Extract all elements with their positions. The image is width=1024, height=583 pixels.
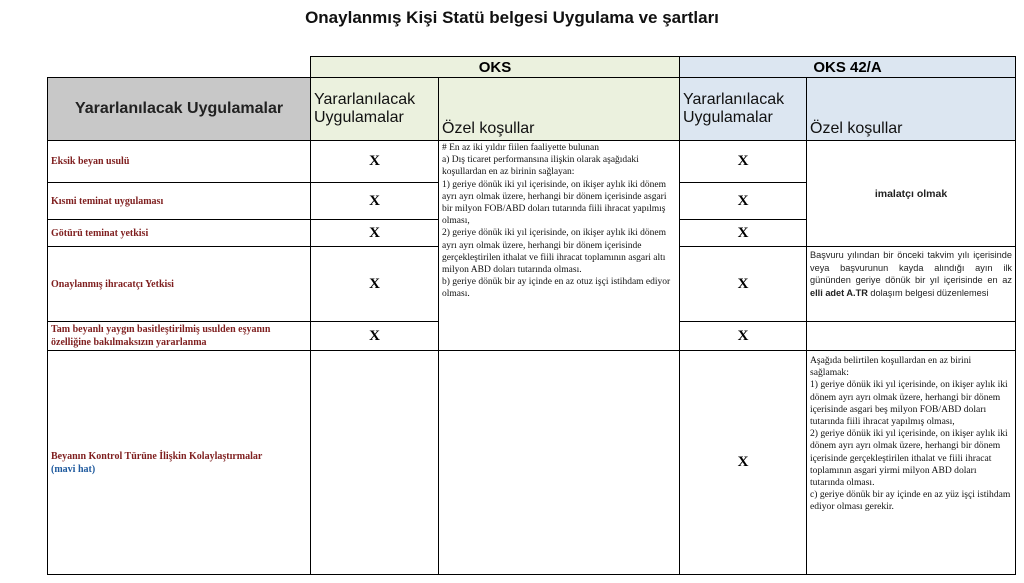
oks42-condition-imalatci: imalatçı olmak (807, 141, 1016, 247)
empty-cell (439, 351, 680, 575)
oks-mark: X (311, 141, 439, 183)
header-oks-conditions: Özel koşullar (439, 78, 680, 141)
empty-corner (48, 57, 311, 78)
oks-mark: X (311, 220, 439, 247)
oks42-mark: X (680, 220, 807, 247)
oks-mark: X (311, 322, 439, 351)
conditions-table (47, 56, 1016, 575)
oks-condition-line: a) Dış ticaret performansına ilişkin olarak aşağıdaki koşullardan en az birinin sağlayan: (442, 155, 639, 178)
oks-condition-line: 1) geriye dönük iki yıl içerisinde, on ikişer aylık iki dönem ayrı ayrı olmak üzere, herhangi bir dönem içerisinde asgari bir milyon FOB/ABD doları tutarında fiili ihracat yapılmış olması, (442, 179, 667, 227)
oks-conditions (439, 141, 680, 351)
oks-condition-line: # En az iki yıldır fiilen faaliyette bulunan (442, 143, 599, 153)
row-label-sub: (mavi hat) (51, 463, 96, 475)
oks42-condition-mavi-hat (807, 351, 1016, 575)
row-label-tam-beyanli: Tam beyanlı yaygın basitleştirilmiş usulden eşyanın özelliğine bakılmaksızın yararlanma (48, 322, 311, 351)
atr-text-pre: Başvuru yılından bir önceki takvim yılı içerisinde veya başvurunun kayda alındığı ayın ilk gününden geriye dönük bir yıl içerisinde en az (810, 250, 1012, 285)
group-header-oks: OKS (311, 57, 680, 78)
row-label-goturu-teminat: Götürü teminat yetkisi (48, 220, 311, 247)
mavi-hat-line: 2) geriye dönük iki yıl içerisinde, on ikişer aylık iki dönem ayrı ayrı olmak üzere, herhangi bir dönem içerisinde gerçekleştirilen ithalat ve fiili ihracat toplamının asgari yirmi milyon ABD doları tutarında olması. (810, 428, 1008, 489)
atr-text-post: dolaşım belgesi düzenlemesi (870, 287, 989, 298)
oks-mark: X (311, 183, 439, 220)
row-label-text: Beyanın Kontrol Türüne İlişkin Kolaylaştırmalar (51, 450, 263, 462)
header-main: Yararlanılacak Uygulamalar (48, 78, 311, 141)
oks42-mark: X (680, 247, 807, 322)
oks42-condition-atr (807, 247, 1016, 322)
mavi-hat-line: 1) geriye dönük iki yıl içerisinde, on ikişer aylık iki dönem ayrı ayrı olmak üzere, herhangi bir dönem içerisinde asgari beş milyon FOB/ABD doları tutarında fiili ihracat yapılmış olması, (810, 379, 1008, 428)
header-oks42-applications: Yararlanılacak Uygulamalar (680, 78, 807, 141)
oks-condition-line: 2) geriye dönük iki yıl içerisinde, on ikişer aylık iki dönem ayrı ayrı olmak üzere, herhangi bir dönem içerisinde gerçekleştirilen ithalat ve fiili ihracat toplamının asgari altı milyon ABD doları tutarında olması. (442, 228, 666, 276)
header-oks-applications: Yararlanılacak Uygulamalar (311, 78, 439, 141)
atr-text-bold: elli adet A.TR (810, 287, 868, 298)
empty-cell (807, 322, 1016, 351)
oks42-mark: X (680, 183, 807, 220)
row-label-eksik-beyan: Eksik beyan usulü (48, 141, 311, 183)
oks42-mark: X (680, 351, 807, 575)
mavi-hat-line: c) geriye dönük bir ay içinde en az yüz işçi istihdam ediyor olması gerekir. (810, 489, 1011, 513)
page-title: Onaylanmış Kişi Statü belgesi Uygulama ve şartları (305, 8, 719, 27)
row-label-onaylanmis-ihracatci: Onaylanmış ihracatçı Yetkisi (48, 247, 311, 322)
row-label-mavi-hat (48, 351, 311, 575)
group-header-oks42: OKS 42/A (680, 57, 1016, 78)
oks-condition-line: b) geriye dönük bir ay içinde en az otuz işçi istihdam ediyor olması. (442, 277, 671, 300)
oks-mark: X (311, 247, 439, 322)
oks-mark (311, 351, 439, 575)
oks42-mark: X (680, 141, 807, 183)
header-oks42-conditions: Özel koşullar (807, 78, 1016, 141)
mavi-hat-line: Aşağıda belirtilen koşullardan en az birini sağlamak: (810, 355, 972, 379)
oks42-mark: X (680, 322, 807, 351)
row-label-kismi-teminat: Kısmi teminat uygulaması (48, 183, 311, 220)
